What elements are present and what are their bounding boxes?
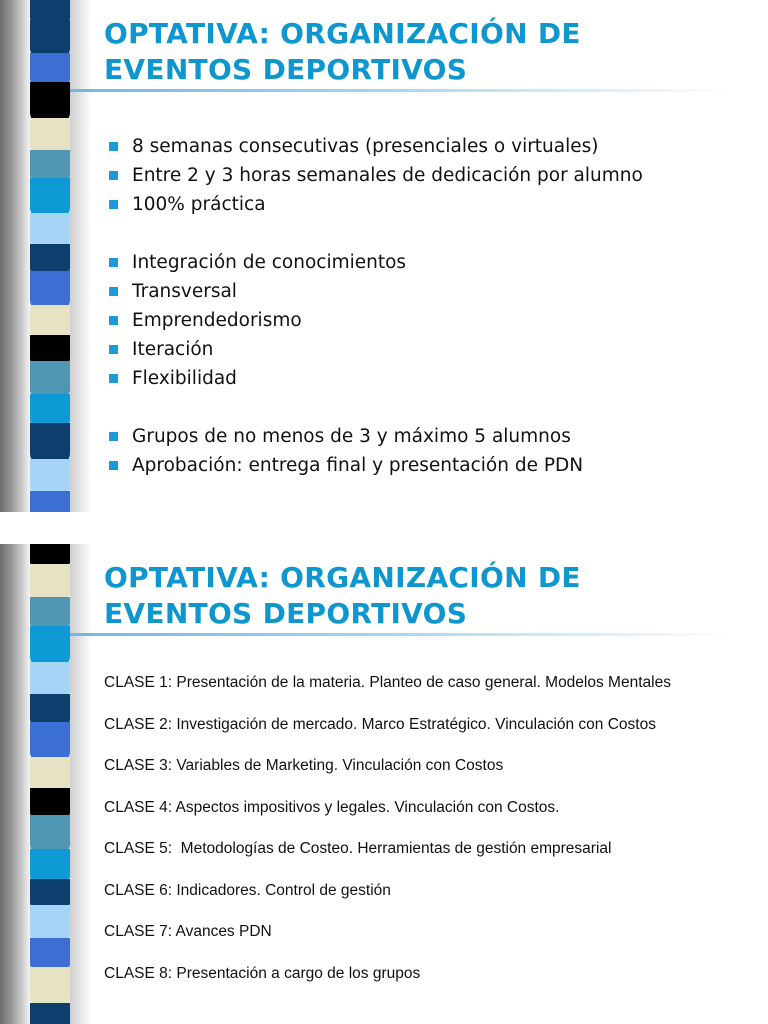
class-item: CLASE 4: Aspectos impositivos y legales. Vinculación con Costos. xyxy=(104,798,560,816)
class-item: CLASE 1: Presentación de la materia. Planteo de caso general. Modelos Mentales xyxy=(104,674,671,691)
decorative-stripe xyxy=(30,1003,70,1024)
bullet-item xyxy=(108,248,643,277)
square-bullet-icon xyxy=(109,200,118,209)
bullet-item xyxy=(108,451,643,480)
decorative-stripe xyxy=(30,491,70,512)
bullet-item xyxy=(108,190,643,219)
class-item: CLASE 8: Presentación a cargo de los grupos xyxy=(104,964,421,982)
class-item: CLASE 5: Metodologías de Costeo. Herramientas de gestión empresarial xyxy=(104,840,612,857)
bullet-item xyxy=(108,161,643,190)
decorative-gradient-bar-right xyxy=(70,544,92,1024)
class-item: CLASE 3: Variables de Marketing. Vinculación con Costos xyxy=(104,757,504,774)
bullet-item xyxy=(108,364,643,393)
square-bullet-icon xyxy=(109,432,118,441)
square-bullet-icon xyxy=(109,142,118,151)
title-underline xyxy=(56,633,736,636)
slide-2 xyxy=(0,544,768,1024)
class-item: CLASE 7: Avances PDN xyxy=(104,923,272,940)
bullet-text: Entre 2 y 3 horas semanales de dedicación por alumno xyxy=(132,165,643,186)
class-schedule-list xyxy=(104,672,671,1004)
class-item: CLASE 6: Indicadores. Control de gestión xyxy=(104,881,391,899)
title-line-1: OPTATIVA: ORGANIZACIÓN DE xyxy=(104,561,581,594)
bullet-text: Integración de conocimientos xyxy=(132,252,407,273)
decorative-gradient-bar-right xyxy=(70,0,92,512)
square-bullet-icon xyxy=(109,345,118,354)
title-line-2: EVENTOS DEPORTIVOS xyxy=(104,53,468,86)
decorative-stripes xyxy=(30,544,70,1024)
slide-title xyxy=(104,16,581,88)
square-bullet-icon xyxy=(109,374,118,383)
title-line-2: EVENTOS DEPORTIVOS xyxy=(104,597,468,630)
bullet-text: Iteración xyxy=(132,339,214,360)
square-bullet-icon xyxy=(109,461,118,470)
square-bullet-icon xyxy=(109,258,118,267)
bullet-text: 8 semanas consecutivas (presenciales o virtuales) xyxy=(132,136,599,157)
bullet-list xyxy=(108,132,643,480)
bullet-text: Grupos de no menos de 3 y máximo 5 alumnos xyxy=(132,426,571,447)
decorative-gradient-bar xyxy=(0,544,30,1024)
list-spacer xyxy=(108,219,643,248)
bullet-item xyxy=(108,277,643,306)
slide-separator xyxy=(0,512,768,544)
square-bullet-icon xyxy=(109,316,118,325)
title-line-1: OPTATIVA: ORGANIZACIÓN DE xyxy=(104,17,581,50)
decorative-gradient-bar xyxy=(0,0,30,512)
bullet-item xyxy=(108,335,643,364)
class-item: CLASE 2: Investigación de mercado. Marco Estratégico. Vinculación con Costos xyxy=(104,715,656,733)
bullet-item xyxy=(108,132,643,161)
slide-title xyxy=(104,560,581,632)
bullet-item xyxy=(108,422,643,451)
square-bullet-icon xyxy=(109,287,118,296)
bullet-text: Transversal xyxy=(132,281,237,302)
bullet-text: 100% práctica xyxy=(132,194,266,215)
bullet-text: Aprobación: entrega final y presentación de PDN xyxy=(132,455,584,476)
square-bullet-icon xyxy=(109,171,118,180)
bullet-text: Emprendedorismo xyxy=(132,310,302,331)
title-underline xyxy=(56,89,736,92)
list-spacer xyxy=(108,393,643,422)
bullet-item xyxy=(108,306,643,335)
decorative-stripes xyxy=(30,0,70,512)
bullet-text: Flexibilidad xyxy=(132,368,237,389)
